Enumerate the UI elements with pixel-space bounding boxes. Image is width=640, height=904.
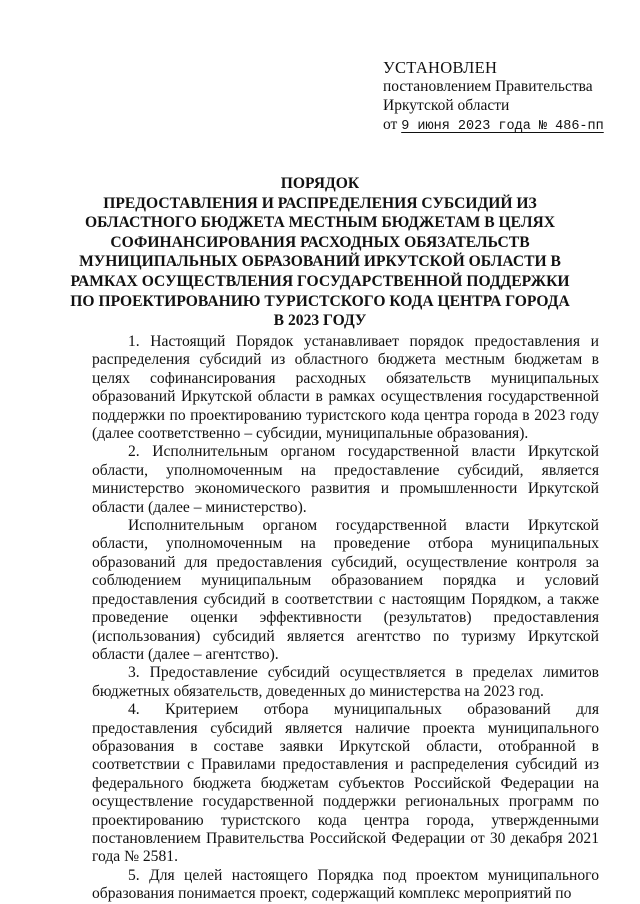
paragraph-2: 2. Исполнительным органом государственной власти Иркутской области, уполномоченным на предоставление субсидий, является министерство экономического развития и промышленности Иркутской области (далее – министерство). — [92, 443, 599, 516]
title-line: СОФИНАНСИРОВАНИЯ РАСХОДНЫХ ОБЯЗАТЕЛЬСТВ — [110, 233, 530, 251]
title-line: ПО ПРОЕКТИРОВАНИЮ ТУРИСТСКОГО КОДА ЦЕНТРА ГОРОДА — [70, 292, 570, 310]
approval-title: УСТАНОВЛЕН — [383, 58, 498, 77]
title-line: ПРЕДОСТАВЛЕНИЯ И РАСПРЕДЕЛЕНИЯ СУБСИДИЙ ИЗ — [103, 194, 537, 212]
approval-date-prefix: от — [383, 116, 398, 133]
paragraph-5: 5. Для целей настоящего Порядка под проектом муниципального образования понимается проект, содержащий комплекс мероприятий по — [92, 866, 599, 903]
title-line: МУНИЦИПАЛЬНЫХ ОБРАЗОВАНИЙ ИРКУТСКОЙ ОБЛАСТИ В — [79, 253, 561, 271]
approval-region: Иркутской области — [383, 97, 510, 114]
paragraph-1: 1. Настоящий Порядок устанавливает порядок предоставления и распределения субсидий из областного бюджета местным бюджетам в целях софинансирования расходных обязательств муниципальных образований Иркутской области в рамках осуществления государственной поддержки по проектированию туристского кода центра города в 2023 году (далее соответственно – субсидии, муниципальные образования). — [92, 333, 599, 443]
document-body — [92, 333, 599, 904]
approval-stamp — [383, 58, 623, 136]
document-title — [70, 174, 570, 331]
approval-date-line — [383, 115, 623, 136]
title-line: ПОРЯДОК — [280, 175, 360, 192]
title-line: ОБЛАСТНОГО БЮДЖЕТА МЕСТНЫМ БЮДЖЕТАМ В ЦЕЛЯХ — [84, 214, 555, 232]
title-line: РАМКАХ ОСУЩЕСТВЛЕНИЯ ГОСУДАРСТВЕННОЙ ПОДДЕРЖКИ — [70, 272, 570, 290]
approval-date-value: 9 июня 2023 года № 486-пп — [401, 119, 604, 134]
paragraph-2-continued: Исполнительным органом государственной власти Иркутской области, уполномоченным на проведение отбора муниципальных образований для предоставления субсидий, осуществление контроля за соблюдением муниципальным образованием порядка и условий предоставления субсидий в соответствии с настоящим Порядком, а также проведение оценки эффективности (результатов) предоставления (использования) субсидий является агентство по туризму Иркутской области (далее – агентство). — [92, 517, 599, 663]
paragraph-3: 3. Предоставление субсидий осуществляется в пределах лимитов бюджетных обязательств, доведенных до министерства на 2023 год. — [92, 664, 599, 700]
title-line: В 2023 ГОДУ — [273, 312, 367, 330]
paragraph-4: 4. Критерием отбора муниципальных образований для предоставления субсидий является наличие проекта муниципального образования в составе заявки Иркутской области, отобранной в соответствии с Правилами предоставления и распределения субсидий из федерального бюджета бюджетам субъектов Российской Федерации на осуществление государственной поддержки региональных программ по проектированию туристского кода центра города, утвержденными постановлением Правительства Российской Федерации от 30 декабря 2021 года № 2581. — [92, 701, 599, 866]
approval-authority: постановлением Правительства — [383, 78, 593, 95]
